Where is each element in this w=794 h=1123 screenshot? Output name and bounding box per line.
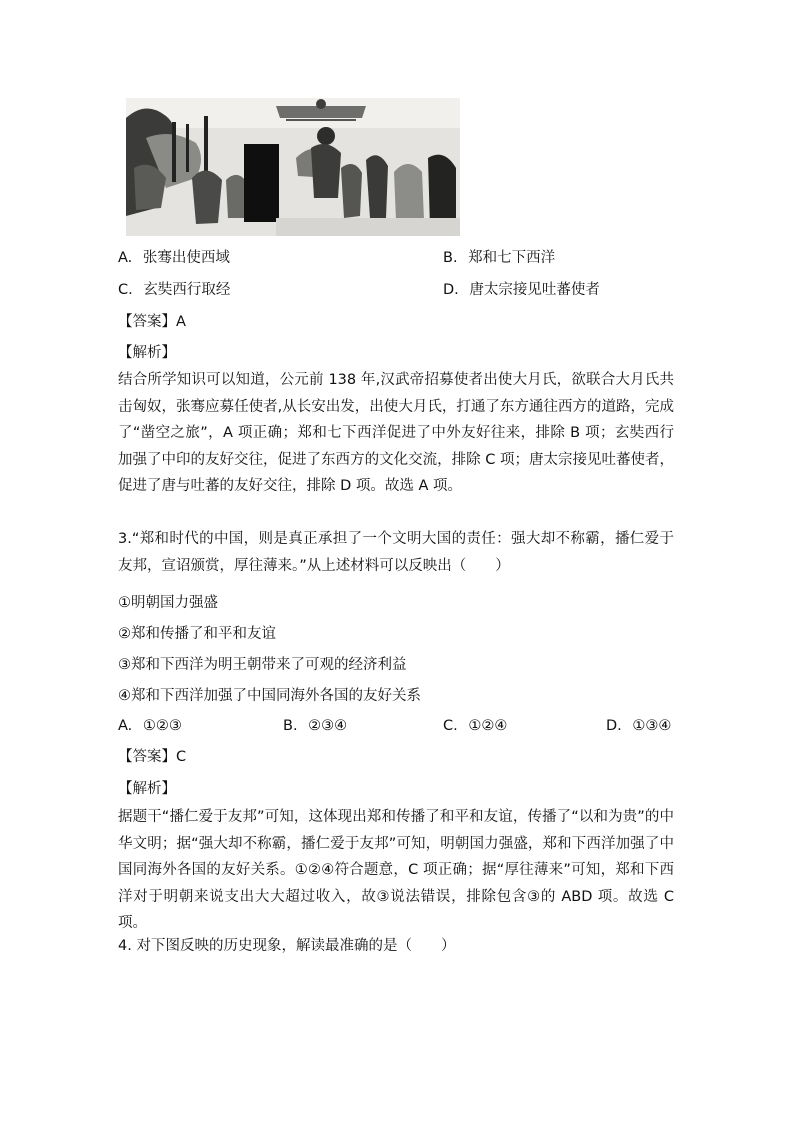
q3-answer: 【答案】C [118,749,187,765]
option-text: 张骞出使西域 [142,250,230,266]
option-text: ②③④ [308,718,348,734]
mural-illustration [126,98,460,236]
q3-option-b [283,716,347,736]
option-letter: B. [283,718,298,734]
option-letter: A. [118,718,133,734]
q3-option-d [606,716,671,736]
option-text: ①③④ [632,718,672,734]
option-text: 唐太宗接见吐蕃使者 [469,282,600,298]
q2-option-d [443,280,600,300]
q2-analysis-text: 结合所学知识可以知道，公元前 138 年,汉武帝招募使者出使大月氏，欲联合大月氏共击匈奴，张骞应募任使者,从长安出发，出使大月氏，打通了东方通往西方的道路，完成了“凿空之旅”，A 项正确；郑和七下西洋促进了中外友好往来，排除 B 项；玄奘西行加强了中印的友好交往，促进了东西方的文化交流，排除 C 项；唐太宗接见吐蕃使者，促进了唐与吐蕃的友好交往，排除 D 项。故选 A 项。 [118,372,674,494]
option-text: ①②④ [468,718,508,734]
option-text: 玄奘西行取经 [143,282,231,298]
option-letter: A. [118,250,133,266]
q3-option-a [118,716,182,736]
option-text: ①②③ [142,718,182,734]
q3-statement-4: ④郑和下西洋加强了中国同海外各国的友好关系 [118,688,421,704]
option-letter: D. [606,718,622,734]
q3-statement-1: ①明朝国力强盛 [118,595,218,611]
option-letter: C. [118,282,133,298]
option-letter: C. [443,718,458,734]
q3-stem: 3.“郑和时代的中国，则是真正承担了一个文明大国的责任：强大却不称霸，播仁爱于友邦，宣诏颁赏，厚往薄来。”从上述材料可以反映出（ ） [118,531,674,574]
q2-option-c [118,280,230,300]
mural-image [126,98,460,236]
q2-option-a [118,248,230,268]
q2-analysis-label: 【解析】 [118,345,176,361]
q3-analysis-label: 【解析】 [118,781,176,797]
q2-answer: 【答案】A [118,314,186,330]
q3-option-c [443,716,507,736]
q3-statement-3: ③郑和下西洋为明王朝带来了可观的经济利益 [118,657,407,673]
q4-stem: 4. 对下图反映的历史现象，解读最准确的是（ ） [118,938,456,954]
q3-statement-2: ②郑和传播了和平和友谊 [118,626,276,642]
q3-analysis-text: 据题干“播仁爱于友邦”可知，这体现出郑和传播了和平和友谊，传播了“以和为贵”的中华文明；据“强大却不称霸，播仁爱于友邦”可知，明朝国力强盛，郑和下西洋加强了中国同海外各国的友好关系。①②④符合题意，C 项正确；据“厚往薄来”可知，郑和下西洋对于明朝来说支出大大超过收入，故③说法错误，排除包含③的 ABD 项。故选 C 项。 [118,809,674,931]
q2-option-b [443,248,555,268]
option-letter: D. [443,282,459,298]
option-text: 郑和七下西洋 [468,250,556,266]
option-letter: B. [443,250,458,266]
